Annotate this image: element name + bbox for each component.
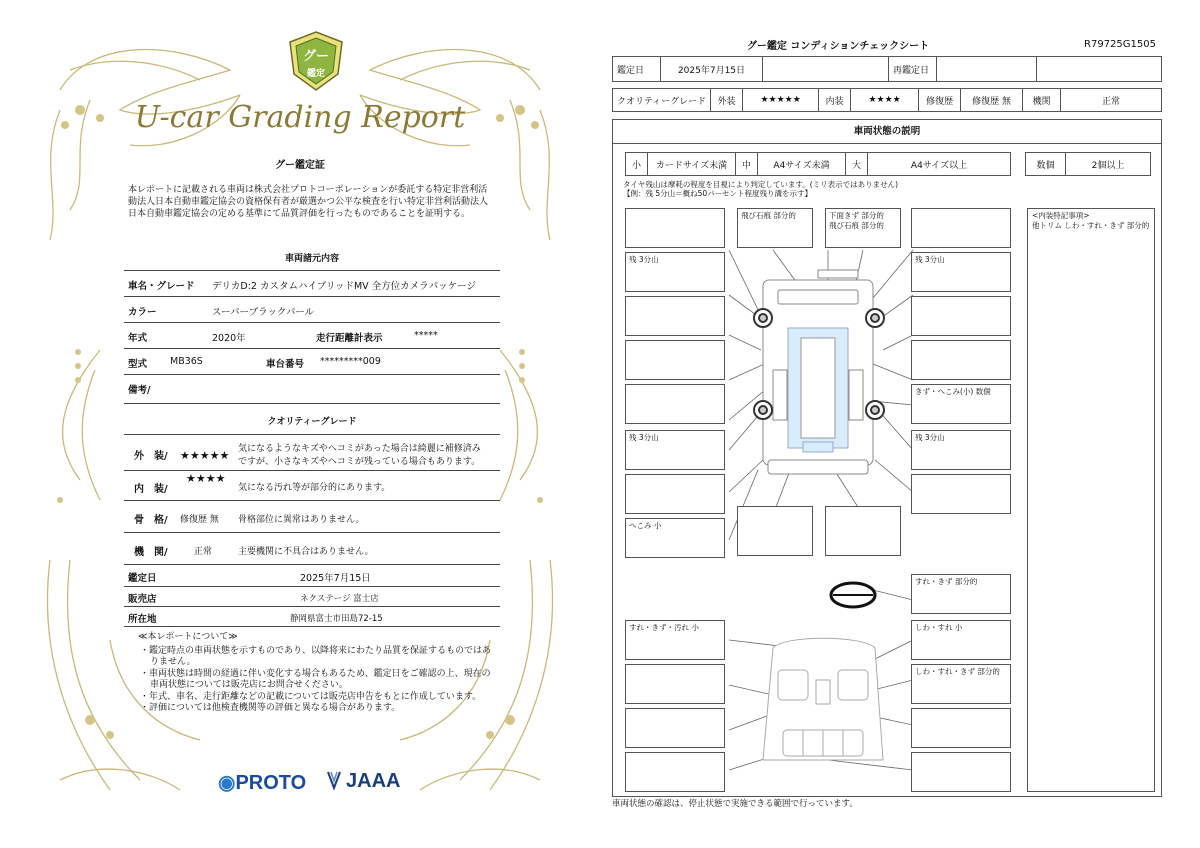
year-label: 年式 — [128, 333, 148, 344]
date-label: 鑑定日 — [613, 57, 661, 82]
year-value: 2020年 — [212, 333, 246, 344]
comment-box — [911, 752, 1011, 792]
comment-box-seat-right-2: しわ・すれ・きず 部分的 — [911, 664, 1011, 704]
odometer-value: ***** — [414, 330, 438, 341]
ext-label: 外装 — [711, 89, 743, 112]
interior-notes-box — [1027, 208, 1155, 792]
address-label: 所在地 — [128, 614, 157, 625]
comment-box — [911, 296, 1011, 336]
certificate-title: グー鑑定証 — [275, 160, 325, 171]
interior-desc: 気になる汚れ等が部分的にあります。 — [238, 483, 391, 493]
grade-table — [612, 88, 1162, 112]
report-title: U-car Grading Report — [134, 100, 466, 135]
spec-section-title: 車両諸元内容 — [284, 254, 339, 264]
size-small: 小 — [626, 153, 648, 176]
appraisal-date-label: 鑑定日 — [128, 573, 157, 584]
tire-note-line-2: 【例：残 5分山＝概ね50パーセント程度残り溝を示す】 — [623, 189, 813, 198]
quality-section-title: クオリティーグレード — [267, 417, 357, 427]
name-label: 車名・グレード — [128, 281, 195, 292]
count-label: 数個 — [1026, 153, 1066, 176]
quality-row-frame — [124, 500, 500, 532]
proto-mark-icon: ◉ — [218, 772, 236, 794]
spec-row-color — [124, 296, 500, 322]
comment-box — [911, 708, 1011, 748]
steering-wheel-icon — [831, 583, 875, 607]
comment-box-steering: すれ・きず 部分的 — [911, 574, 1011, 614]
remarks-label: 備考/ — [128, 385, 151, 396]
description-title: 車両状態の説明 — [613, 120, 1161, 144]
interior-notes-body: 他トリム しわ・すれ・きず 部分的 — [1032, 221, 1150, 230]
exterior-desc-2: ですが、小さなキズやヘコミが残っている場合もあります。 — [238, 457, 481, 467]
comment-box — [825, 506, 901, 556]
jaaa-logo: JAAA — [326, 770, 400, 793]
badge-bottom-text: 鑑定 — [306, 69, 326, 79]
comment-box-left-tire-front: 残 3分山 — [625, 252, 725, 292]
divider — [124, 403, 500, 404]
appraisal-date-value: 2025年7月15日 — [300, 573, 371, 584]
comment-box-seat-left: すれ・きず・汚れ 小 — [625, 620, 725, 660]
name-value: デリカD:2 カスタムハイブリッドMV 全方位カメラパッケージ — [212, 281, 476, 292]
comment-box — [737, 506, 813, 556]
chassis-label: 車台番号 — [266, 359, 305, 370]
comment-box — [625, 752, 725, 792]
goo-appraisal-badge-icon — [288, 30, 344, 92]
size-large: 大 — [846, 153, 868, 176]
frame-value: 修復歴 無 — [180, 515, 219, 525]
engine-label: 機関 — [1023, 89, 1061, 112]
quality-row-engine — [124, 532, 500, 564]
count-legend-table — [1025, 152, 1151, 176]
dealer-value: ネクステージ 富士店 — [300, 594, 379, 604]
odometer-label: 走行距離計表示 — [316, 333, 383, 344]
dealer-row — [124, 586, 500, 606]
sheet-title: グー鑑定 コンディションチェックシート — [746, 41, 930, 52]
report-notes — [138, 632, 494, 715]
notes-title: ≪本レポートについて≫ — [138, 632, 238, 642]
comment-box — [625, 340, 725, 380]
comment-box — [625, 474, 725, 514]
chassis-value: *********009 — [320, 356, 381, 367]
certificate-statement: 本レポートに記載される車両は株式会社プロトコーポレーションが委託する特定非営利活動法人日本自動車鑑定協会の資格保有者が厳選かつ公平な検査を行い特定非営利活動法人日本自動車鑑定協会の定める基準にて品質評価を行ったものであることを証明する。 — [128, 185, 489, 219]
size-large-desc: A4サイズ以上 — [868, 153, 1011, 176]
condition-check-sheet — [608, 0, 1200, 848]
model-value: MB36S — [170, 356, 203, 367]
comment-box-seat-right-1: しわ・すれ 小 — [911, 620, 1011, 660]
note-item: ・年式、車名、走行距離などの記載については販売店申告をもとに作成しています。 — [140, 691, 482, 702]
comment-box-right-mid: きず・へこみ(小) 数個 — [911, 384, 1011, 424]
comment-box — [911, 340, 1011, 380]
comment-box — [625, 664, 725, 704]
comment-box-left-dent: へこみ 小 — [625, 518, 725, 558]
note-item: ・車両状態は時間の経過に伴い変化する場合もあるため、鑑定日をご確認の上、現在の車両状態については販売店にお問合せください。 — [140, 668, 491, 690]
engine-desc: 主要機関に不具合はありません。 — [238, 547, 374, 557]
repair-label: 修復歴 — [919, 89, 961, 112]
quality-row-interior — [124, 470, 500, 500]
comment-box — [625, 708, 725, 748]
appraisal-date-row — [124, 564, 500, 586]
jaaa-mark-icon — [326, 770, 342, 790]
blank-cell — [763, 57, 889, 82]
comment-box — [625, 296, 725, 336]
model-label: 型式 — [128, 359, 148, 370]
dealer-label: 販売店 — [128, 594, 157, 605]
size-mid: 中 — [736, 153, 758, 176]
address-value: 静岡県富士市田島72-15 — [290, 614, 383, 624]
note-item: ・評価については他検査機関等の評価と異なる場合があります。 — [140, 703, 401, 713]
frame-label: 骨 格/ — [134, 515, 168, 526]
size-small-desc: カードサイズ未満 — [648, 153, 736, 176]
count-value: 2個以上 — [1066, 153, 1151, 176]
size-mid-desc: A4サイズ未満 — [758, 153, 846, 176]
reappraisal-value — [937, 57, 1037, 82]
spec-row-remarks — [124, 374, 500, 400]
int-label: 内装 — [819, 89, 851, 112]
comment-box — [625, 208, 725, 248]
spec-row-year — [124, 322, 500, 348]
comment-box-left-tire-rear: 残 3分山 — [625, 430, 725, 470]
date-table — [612, 56, 1162, 82]
comment-box — [625, 384, 725, 424]
proto-logo: ◉PROTO — [218, 772, 307, 794]
exterior-stars: ★★★★★ — [180, 449, 230, 462]
spec-row-name — [124, 270, 500, 296]
interior-notes-title: <内装特記事項> — [1032, 211, 1090, 220]
sheet-footer-note: 車両状態の確認は、停止状態で実施できる範囲で行っています。 — [612, 799, 858, 809]
divider — [124, 626, 500, 627]
engine-label: 機 関/ — [134, 547, 168, 558]
exterior-desc-1: 気になるようなキズやヘコミがあった場合は綺麗に補修済み — [238, 444, 481, 454]
comment-box-underbody: 下面きず 部分的 飛び石痕 部分的 — [825, 208, 901, 248]
color-label: カラー — [128, 307, 157, 318]
exterior-label: 外 装/ — [134, 451, 168, 462]
engine-value: 正常 — [194, 547, 213, 557]
badge-top-text: グー — [302, 49, 330, 64]
date-value: 2025年7月15日 — [661, 57, 763, 82]
comment-box — [911, 208, 1011, 248]
note-item: ・鑑定時点の車両状態を示すものであり、以降将来にわたり品質を保証するものではありません。 — [140, 645, 492, 667]
comment-box-top-stone-chip: 飛び石痕 部分的 — [737, 208, 813, 248]
tire-note — [623, 180, 898, 198]
comment-box — [911, 474, 1011, 514]
int-value: ★★★★ — [851, 89, 919, 112]
interior-stars: ★★★★ — [186, 472, 226, 485]
sheet-code: R79725G1505 — [1084, 39, 1156, 50]
comment-box-right-tire-front: 残 3分山 — [911, 252, 1011, 292]
address-row — [124, 606, 500, 626]
engine-value: 正常 — [1061, 89, 1162, 112]
ext-value: ★★★★★ — [743, 89, 819, 112]
color-value: スーパーブラックパール — [212, 307, 315, 318]
grade-label: クオリティーグレード — [613, 89, 711, 112]
blank-cell — [1037, 57, 1162, 82]
size-legend-table — [625, 152, 1011, 176]
comment-box-right-tire-rear: 残 3分山 — [911, 430, 1011, 470]
quality-row-exterior — [124, 434, 500, 470]
interior-label: 内 装/ — [134, 484, 168, 495]
spec-row-model — [124, 348, 500, 374]
condition-description-panel — [612, 119, 1162, 797]
reappraisal-label: 再鑑定日 — [889, 57, 937, 82]
tire-note-line-1: タイヤ残山は摩耗の程度を目視により判定しています。(ミリ表示ではありません) — [623, 180, 899, 189]
frame-desc: 骨格部位に異常はありません。 — [238, 515, 365, 525]
repair-value: 修復歴 無 — [961, 89, 1023, 112]
